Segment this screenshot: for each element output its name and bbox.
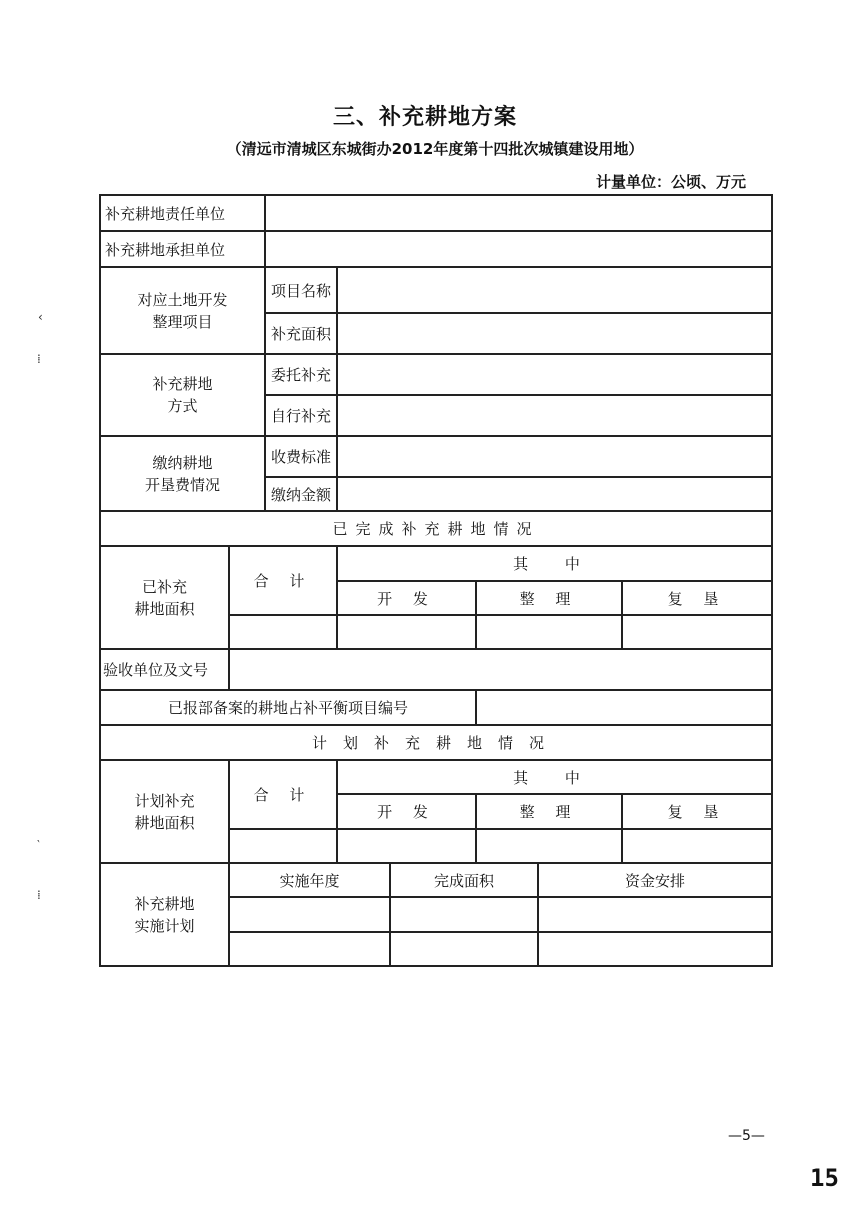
value-entrusted[interactable] bbox=[337, 354, 772, 395]
label-project-name: 项目名称 bbox=[265, 267, 337, 313]
value-funding-1[interactable] bbox=[538, 897, 772, 932]
value-completed-total[interactable] bbox=[229, 615, 337, 649]
label-planned-develop: 开 发 bbox=[337, 794, 476, 829]
label-method-line1: 补充耕地 bbox=[152, 375, 213, 393]
label-planned-reclaim: 复 垦 bbox=[622, 794, 772, 829]
row-planned-section bbox=[100, 725, 772, 760]
page-subtitle: （清远市清城区东城街办2012年度第十四批次城镇建设用地） bbox=[226, 140, 644, 158]
label-planned-area bbox=[100, 760, 229, 863]
label-completed-develop: 开 发 bbox=[337, 581, 476, 615]
label-completed-of-which: 其 中 bbox=[337, 546, 772, 581]
value-funding-2[interactable] bbox=[538, 932, 772, 966]
sheet-stamp-number: 15 bbox=[810, 1164, 839, 1192]
row-planned-header1 bbox=[100, 760, 772, 794]
label-planned-area-line2: 耕地面积 bbox=[134, 813, 195, 832]
label-impl-plan-line2: 实施计划 bbox=[134, 916, 195, 935]
label-planned-consolidate: 整 理 bbox=[476, 794, 622, 829]
value-supplement-area[interactable] bbox=[337, 313, 772, 354]
label-funding: 资金安排 bbox=[538, 863, 772, 897]
value-completed-develop[interactable] bbox=[337, 615, 476, 649]
label-fee-amount: 缴纳金额 bbox=[265, 477, 337, 511]
margin-mark-3: ‵ bbox=[37, 838, 40, 852]
label-fee-line1: 缴纳耕地 bbox=[152, 453, 213, 472]
label-impl-plan-line1: 补充耕地 bbox=[134, 894, 195, 913]
row-completed-header1 bbox=[100, 546, 772, 581]
label-impl-year: 实施年度 bbox=[229, 863, 390, 897]
row-acceptance bbox=[100, 649, 772, 690]
row-responsible-unit bbox=[100, 195, 772, 231]
label-completed-amount: 完成面积 bbox=[390, 863, 538, 897]
value-project-name[interactable] bbox=[337, 267, 772, 313]
value-completed-reclaim[interactable] bbox=[622, 615, 772, 649]
margin-mark-4: ⁞ bbox=[37, 888, 41, 902]
value-self[interactable] bbox=[337, 395, 772, 436]
value-responsible-unit[interactable] bbox=[265, 195, 772, 231]
supplement-farmland-table bbox=[99, 194, 773, 967]
row-fee-standard bbox=[100, 436, 772, 477]
value-completed-amount-2[interactable] bbox=[390, 932, 538, 966]
row-filed-project bbox=[100, 690, 772, 725]
label-land-project bbox=[100, 267, 265, 354]
value-filed-project[interactable] bbox=[476, 690, 772, 725]
value-completed-amount-1[interactable] bbox=[390, 897, 538, 932]
label-completed-area bbox=[100, 546, 229, 649]
label-planned-of-which: 其 中 bbox=[337, 760, 772, 794]
section-completed: 已完成补充耕地情况 bbox=[100, 511, 772, 546]
value-planned-develop[interactable] bbox=[337, 829, 476, 863]
value-fee-standard[interactable] bbox=[337, 436, 772, 477]
label-filed-project: 已报部备案的耕地占补平衡项目编号 bbox=[100, 690, 476, 725]
value-planned-reclaim[interactable] bbox=[622, 829, 772, 863]
value-impl-year-1[interactable] bbox=[229, 897, 390, 932]
label-land-project-line1: 对应土地开发 bbox=[137, 290, 228, 309]
row-entrusted bbox=[100, 354, 772, 395]
value-planned-consolidate[interactable] bbox=[476, 829, 622, 863]
value-fee-amount[interactable] bbox=[337, 477, 772, 511]
label-planned-total: 合 计 bbox=[229, 760, 337, 829]
label-entrusted: 委托补充 bbox=[265, 354, 337, 395]
label-completed-reclaim: 复 垦 bbox=[622, 581, 772, 615]
row-impl-header bbox=[100, 863, 772, 897]
value-completed-consolidate[interactable] bbox=[476, 615, 622, 649]
label-method-line2: 方式 bbox=[167, 397, 198, 415]
label-responsible-unit: 补充耕地责任单位 bbox=[100, 195, 265, 231]
label-acceptance: 验收单位及文号 bbox=[100, 649, 229, 690]
unit-label: 计量单位：公顷、万元 bbox=[595, 173, 746, 191]
label-impl-plan bbox=[100, 863, 229, 966]
label-self: 自行补充 bbox=[265, 395, 337, 436]
label-completed-consolidate: 整 理 bbox=[476, 581, 622, 615]
page-title: 三、补充耕地方案 bbox=[332, 105, 517, 130]
label-supplement-area: 补充面积 bbox=[265, 313, 337, 354]
value-acceptance[interactable] bbox=[229, 649, 772, 690]
page-number: —5— bbox=[728, 1128, 765, 1144]
label-completed-area-line2: 耕地面积 bbox=[134, 599, 195, 618]
value-impl-year-2[interactable] bbox=[229, 932, 390, 966]
label-completed-area-line1: 已补充 bbox=[141, 577, 187, 596]
label-fee bbox=[100, 436, 265, 511]
value-undertaking-unit[interactable] bbox=[265, 231, 772, 267]
row-completed-section bbox=[100, 511, 772, 546]
label-undertaking-unit: 补充耕地承担单位 bbox=[100, 231, 265, 267]
label-method bbox=[100, 354, 265, 436]
label-fee-standard: 收费标准 bbox=[265, 436, 337, 477]
row-undertaking-unit bbox=[100, 231, 772, 267]
margin-mark-1: ‹ bbox=[38, 310, 43, 324]
value-planned-total[interactable] bbox=[229, 829, 337, 863]
label-planned-area-line1: 计划补充 bbox=[134, 791, 195, 810]
label-land-project-line2: 整理项目 bbox=[152, 312, 213, 331]
section-planned: 计划补充耕地情况 bbox=[100, 725, 772, 760]
label-completed-total: 合 计 bbox=[229, 546, 337, 615]
row-project-name bbox=[100, 267, 772, 313]
label-fee-line2: 开垦费情况 bbox=[145, 475, 221, 494]
margin-mark-2: ⁞ bbox=[37, 352, 41, 366]
